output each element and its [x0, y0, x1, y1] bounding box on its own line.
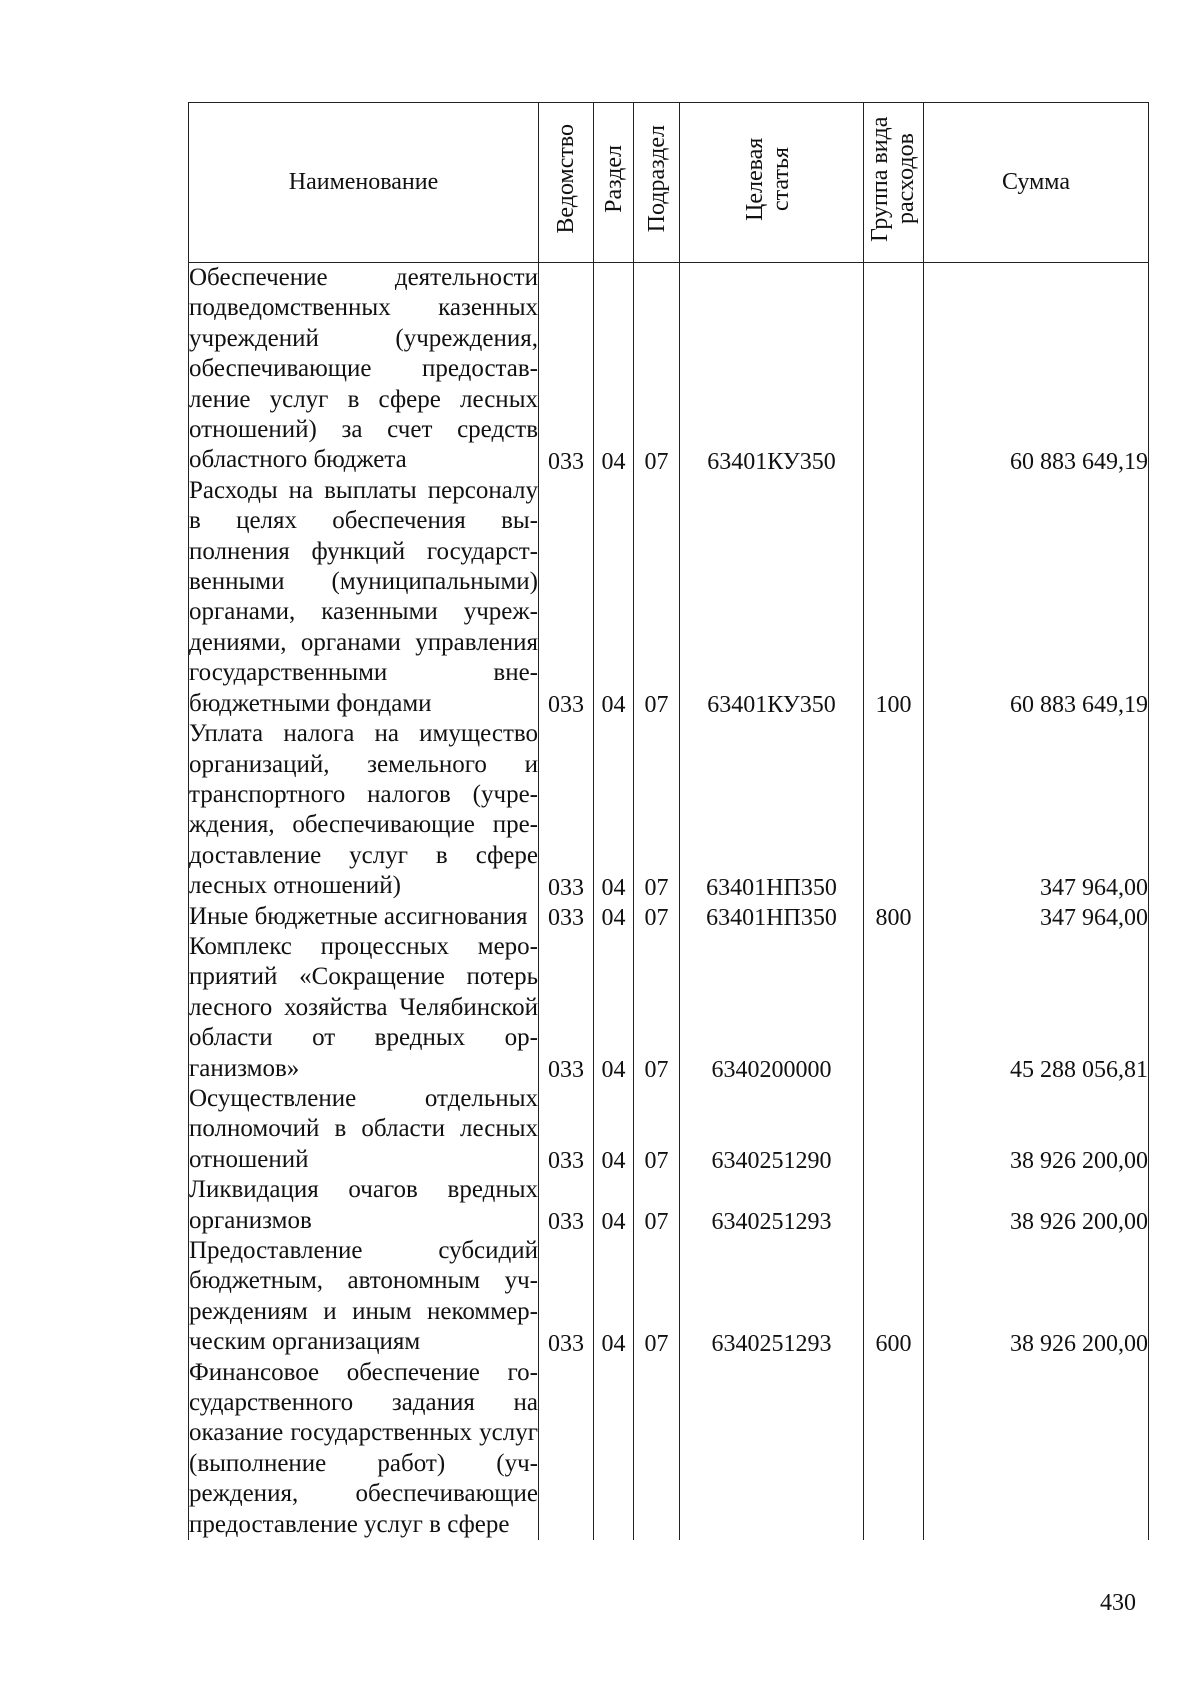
- header-department: [539, 103, 594, 263]
- row-target-article: 63401НП350: [680, 902, 864, 932]
- row-department: 033: [539, 1236, 594, 1358]
- row-section: 04: [594, 1084, 634, 1175]
- row-section: 04: [594, 263, 634, 476]
- row-amount: [924, 1358, 1149, 1540]
- row-amount: 38 926 200,00: [924, 1084, 1149, 1175]
- row-amount: 38 926 200,00: [924, 1175, 1149, 1236]
- row-name: Расходы на выплаты персоналу в целях обеспечения выполнения функций государственными (муниципальными) органами, казенными учреждениями, органами управления государственными внебюджетными фондами: [189, 476, 539, 719]
- row-department: 033: [539, 476, 594, 719]
- row-department: 033: [539, 719, 594, 901]
- row-name: Иные бюджетные ассигнования: [189, 902, 539, 932]
- row-target-article: 63401НП350: [680, 719, 864, 901]
- row-subsection: 07: [634, 476, 680, 719]
- page-number: 430: [1100, 1590, 1136, 1616]
- row-expense-group: [864, 1358, 924, 1540]
- row-name: Уплата налога на имущество организаций, земельного и транспортного налогов (учреждения, обеспечивающие предоставление услуг в сфере лесных отношений): [189, 719, 539, 901]
- row-target-article: 6340251290: [680, 1084, 864, 1175]
- table-row: [189, 932, 1149, 1084]
- row-expense-group: [864, 1175, 924, 1236]
- row-department: 033: [539, 1175, 594, 1236]
- row-amount: 60 883 649,19: [924, 476, 1149, 719]
- row-amount: 60 883 649,19: [924, 263, 1149, 476]
- row-section: 04: [594, 476, 634, 719]
- table-row: [189, 719, 1149, 901]
- header-amount: Сумма: [924, 103, 1149, 263]
- row-department: [539, 1358, 594, 1540]
- row-section: 04: [594, 902, 634, 932]
- table-row: [189, 476, 1149, 719]
- row-target-article: 63401КУ350: [680, 263, 864, 476]
- row-subsection: 07: [634, 1236, 680, 1358]
- header-department-label: Ведомство: [553, 124, 579, 234]
- row-department: 033: [539, 932, 594, 1084]
- row-expense-group: [864, 719, 924, 901]
- row-name: Предоставление субсидий бюджетным, автономным учреждениям и иным некоммерческим организациям: [189, 1236, 539, 1358]
- row-department: 033: [539, 902, 594, 932]
- row-expense-group: 100: [864, 476, 924, 719]
- header-name: Наименование: [189, 103, 539, 263]
- row-section: 04: [594, 719, 634, 901]
- header-subsection: [634, 103, 680, 263]
- table-row: [189, 1358, 1149, 1540]
- header-target-article-label: Целевая статья: [741, 137, 794, 221]
- row-expense-group: [864, 1084, 924, 1175]
- row-subsection: 07: [634, 932, 680, 1084]
- row-target-article: [680, 1358, 864, 1540]
- row-name: Ликвидация очагов вредных организмов: [189, 1175, 539, 1236]
- row-section: 04: [594, 1236, 634, 1358]
- header-section: [594, 103, 634, 263]
- row-subsection: 07: [634, 719, 680, 901]
- row-amount: 45 288 056,81: [924, 932, 1149, 1084]
- budget-table-container: [188, 102, 1148, 1540]
- header-expense-group-label: Группа вида расходов: [866, 116, 919, 242]
- row-expense-group: [864, 932, 924, 1084]
- row-subsection: 07: [634, 902, 680, 932]
- row-expense-group: 800: [864, 902, 924, 932]
- row-subsection: 07: [634, 1084, 680, 1175]
- row-department: 033: [539, 1084, 594, 1175]
- row-section: [594, 1358, 634, 1540]
- table-row: [189, 1175, 1149, 1236]
- row-department: 033: [539, 263, 594, 476]
- row-section: 04: [594, 1175, 634, 1236]
- row-name: Финансовое обеспечение государственного задания на оказание государственных услуг (выполнение работ) (учреждения, обеспечивающие предоставление услуг в сфере: [189, 1358, 539, 1540]
- table-row: [189, 1084, 1149, 1175]
- row-target-article: 63401КУ350: [680, 476, 864, 719]
- header-section-label: Раздел: [600, 145, 627, 213]
- table-row: [189, 263, 1149, 476]
- header-row: [189, 103, 1149, 263]
- row-target-article: 6340200000: [680, 932, 864, 1084]
- row-name: Обеспечение деятельности подведомственных казенных учреждений (учреждения, обеспечивающие предоставление услуг в сфере лесных отношений) за счет средств областного бюджета: [189, 263, 539, 476]
- header-expense-group: [864, 103, 924, 263]
- row-name: Осуществление отдельных полномочий в области лесных отношений: [189, 1084, 539, 1175]
- row-amount: 347 964,00: [924, 719, 1149, 901]
- row-name: Комплекс процессных мероприятий «Сокращение потерь лесного хозяйства Челябинской области от вредных организмов»: [189, 932, 539, 1084]
- row-amount: 347 964,00: [924, 902, 1149, 932]
- row-expense-group: [864, 263, 924, 476]
- header-subsection-label: Подраздел: [643, 125, 670, 233]
- row-target-article: 6340251293: [680, 1175, 864, 1236]
- header-target-article: [680, 103, 864, 263]
- row-subsection: 07: [634, 263, 680, 476]
- row-amount: 38 926 200,00: [924, 1236, 1149, 1358]
- row-expense-group: 600: [864, 1236, 924, 1358]
- row-section: 04: [594, 932, 634, 1084]
- row-subsection: 07: [634, 1175, 680, 1236]
- row-subsection: [634, 1358, 680, 1540]
- table-row: [189, 902, 1149, 932]
- table-row: [189, 1236, 1149, 1358]
- budget-table: [188, 102, 1149, 1540]
- row-target-article: 6340251293: [680, 1236, 864, 1358]
